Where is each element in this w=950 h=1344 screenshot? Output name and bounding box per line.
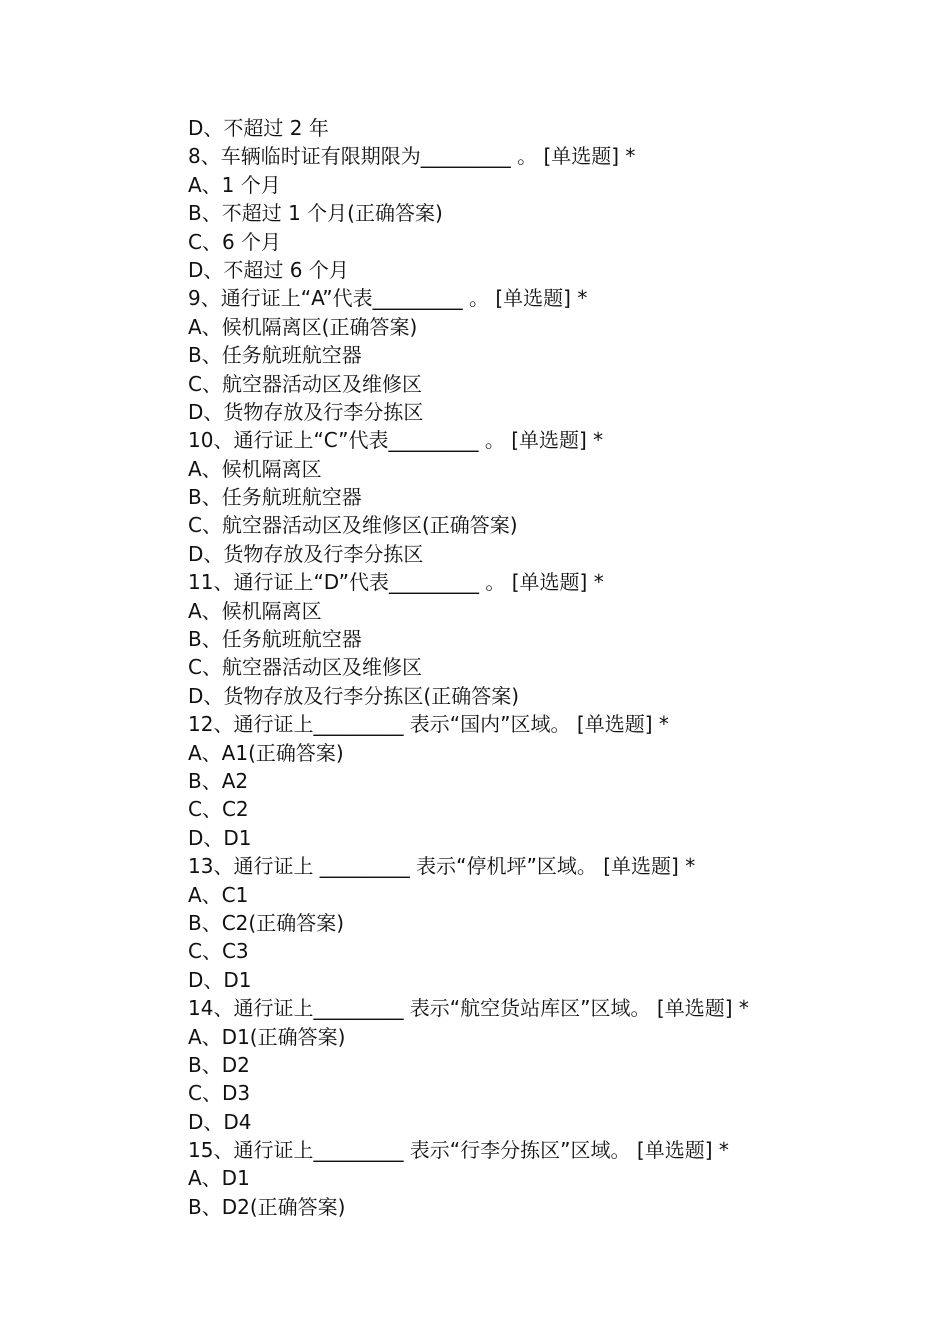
- option-text: C、航空器活动区及维修区: [188, 371, 422, 396]
- option-text: A、D1: [188, 1166, 250, 1191]
- option-text: C、D3: [188, 1081, 251, 1106]
- option-text: D、D1: [188, 825, 252, 850]
- option-text: A、候机隔离区: [188, 456, 322, 481]
- question-text: 15、通行证上_________ 表示“行李分拣区”区域。 [单选题] *: [188, 1138, 729, 1163]
- option-text: A、候机隔离区: [188, 598, 322, 623]
- question-text: 11、通行证上“D”代表_________ 。 [单选题] *: [188, 570, 604, 595]
- option-text: B、C2(正确答案): [188, 910, 345, 935]
- question-text: 9、通行证上“A”代表_________ 。 [单选题] *: [188, 286, 588, 311]
- option-text: D、D1: [188, 967, 252, 992]
- option-text: B、任务航班航空器: [188, 485, 362, 510]
- option-text: B、不超过 1 个月(正确答案): [188, 201, 443, 226]
- option-text: B、A2: [188, 768, 249, 793]
- option-text: D、不超过 2 年: [188, 116, 329, 140]
- option-text: B、任务航班航空器: [188, 627, 362, 652]
- question-text: 8、车辆临时证有限期限为_________ 。 [单选题] *: [188, 144, 636, 169]
- option-text: C、6 个月: [188, 229, 282, 254]
- option-text: C、C2: [188, 797, 249, 822]
- option-text: C、航空器活动区及维修区(正确答案): [188, 513, 518, 538]
- option-text: C、航空器活动区及维修区: [188, 655, 422, 680]
- question-text: 14、通行证上_________ 表示“航空货站库区”区域。 [单选题] *: [188, 996, 749, 1021]
- option-text: B、D2: [188, 1052, 250, 1077]
- option-text: C、C3: [188, 939, 249, 964]
- option-text: D、货物存放及行李分拣区(正确答案): [188, 683, 520, 708]
- option-text: D、货物存放及行李分拣区: [188, 541, 424, 566]
- option-text: A、候机隔离区(正确答案): [188, 314, 418, 339]
- question-text: 13、通行证上 _________ 表示“停机坪”区域。 [单选题] *: [188, 854, 696, 879]
- option-text: D、D4: [188, 1109, 252, 1134]
- option-text: B、D2(正确答案): [188, 1194, 346, 1219]
- option-text: A、C1: [188, 882, 249, 907]
- document-content: [188, 114, 888, 1221]
- option-text: A、1 个月: [188, 172, 281, 197]
- option-text: A、A1(正确答案): [188, 740, 344, 765]
- option-text: B、任务航班航空器: [188, 343, 362, 368]
- question-text: 10、通行证上“C”代表_________ 。 [单选题] *: [188, 428, 604, 453]
- question-text: 12、通行证上_________ 表示“国内”区域。 [单选题] *: [188, 712, 669, 737]
- option-text: D、不超过 6 个月: [188, 257, 349, 282]
- option-text: D、货物存放及行李分拣区: [188, 399, 424, 424]
- option-text: A、D1(正确答案): [188, 1024, 346, 1049]
